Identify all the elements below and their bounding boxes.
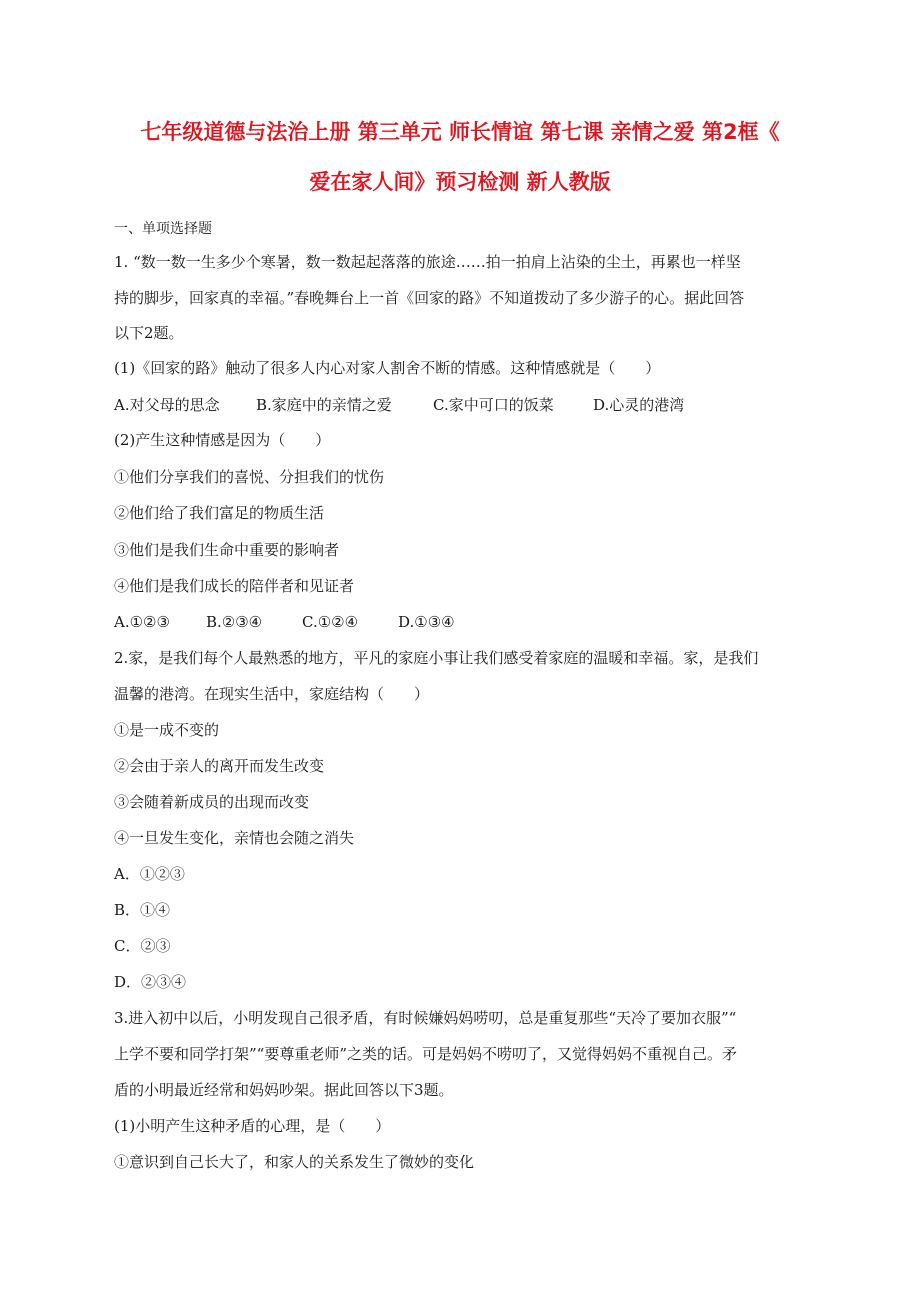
- q2-option-b: B．①④: [114, 901, 171, 919]
- q2-item-1: ①是一成不变的: [114, 721, 220, 739]
- q1-sub2-option-c: C.①②④: [302, 613, 359, 631]
- q1-sub1-option-b: B.家庭中的亲情之爱: [256, 396, 392, 414]
- q2-item-2: ②会由于亲人的离开而发生改变: [114, 757, 325, 775]
- q1-stem-line-1: 1. “数一数一生多少个寒暑，数一数起起落落的旅途……拍一拍肩上沾染的尘土，再累也一样坚: [114, 253, 741, 271]
- q2-option-d: D．②③④: [114, 973, 187, 991]
- q2-option-a: A．①②③: [114, 865, 185, 883]
- q2-item-3: ③会随着新成员的出现而改变: [114, 793, 310, 811]
- q1-sub2-item-3: ③他们是我们生命中重要的影响者: [114, 541, 340, 559]
- q1-sub1-option-a: A.对父母的思念: [114, 396, 220, 414]
- document-title-line-2: 爱在家人间》预习检测 新人教版: [309, 170, 611, 194]
- document-title-line-1: 七年级道德与法治上册 第三单元 师长情谊 第七课 亲情之爱 第2框《: [140, 120, 780, 144]
- q1-sub1-option-d: D.心灵的港湾: [593, 396, 685, 414]
- section-heading: 一、单项选择题: [114, 221, 212, 237]
- q3-stem-line-3: 盾的小明最近经常和妈妈吵架。据此回答以下3题。: [114, 1081, 454, 1099]
- q2-item-4: ④一旦发生变化，亲情也会随之消失: [114, 829, 355, 847]
- q1-sub2-item-4: ④他们是我们成长的陪伴者和见证者: [114, 577, 355, 595]
- q3-stem-line-2: 上学不要和同学打架”“要尊重老师”之类的话。可是妈妈不唠叨了，又觉得妈妈不重视自己。矛: [114, 1045, 738, 1063]
- q1-sub2-item-2: ②他们给了我们富足的物质生活: [114, 504, 325, 522]
- q2-option-c: C．②③: [114, 937, 171, 955]
- q1-sub2-question: (2)产生这种情感是因为（ ）: [114, 431, 331, 449]
- q1-sub1-options: [114, 395, 684, 415]
- q1-sub2-option-d: D.①③④: [398, 613, 455, 631]
- q1-stem-line-2: 持的脚步，回家真的幸福。”春晚舞台上一首《回家的路》不知道拨动了多少游子的心。据此回答: [114, 289, 745, 307]
- q1-sub1-option-c: C.家中可口的饭菜: [433, 396, 554, 414]
- q1-sub2-option-a: A.①②③: [114, 613, 170, 631]
- q1-sub1-question: (1)《回家的路》触动了很多人内心对家人割舍不断的情感。这种情感就是（ ）: [114, 359, 661, 377]
- q3-sub1-item-1: ①意识到自己长大了，和家人的关系发生了微妙的变化: [114, 1153, 475, 1171]
- q1-sub2-item-1: ①他们分享我们的喜悦、分担我们的忧伤: [114, 468, 385, 486]
- q1-sub2-options: [114, 612, 455, 632]
- q3-stem-line-1: 3.进入初中以后，小明发现自己很矛盾，有时候嫌妈妈唠叨，总是重复那些“天冷了要加衣服”“: [114, 1009, 737, 1027]
- q3-sub1-question: (1)小明产生这种矛盾的心理，是（ ）: [114, 1117, 391, 1135]
- q1-sub2-option-b: B.②③④: [206, 613, 263, 631]
- q2-stem-line-1: 2.家，是我们每个人最熟悉的地方，平凡的家庭小事让我们感受着家庭的温暖和幸福。家，是我们: [114, 649, 759, 667]
- q1-stem-line-3: 以下2题。: [114, 324, 184, 342]
- q2-stem-line-2: 温馨的港湾。在现实生活中，家庭结构（ ）: [114, 685, 430, 703]
